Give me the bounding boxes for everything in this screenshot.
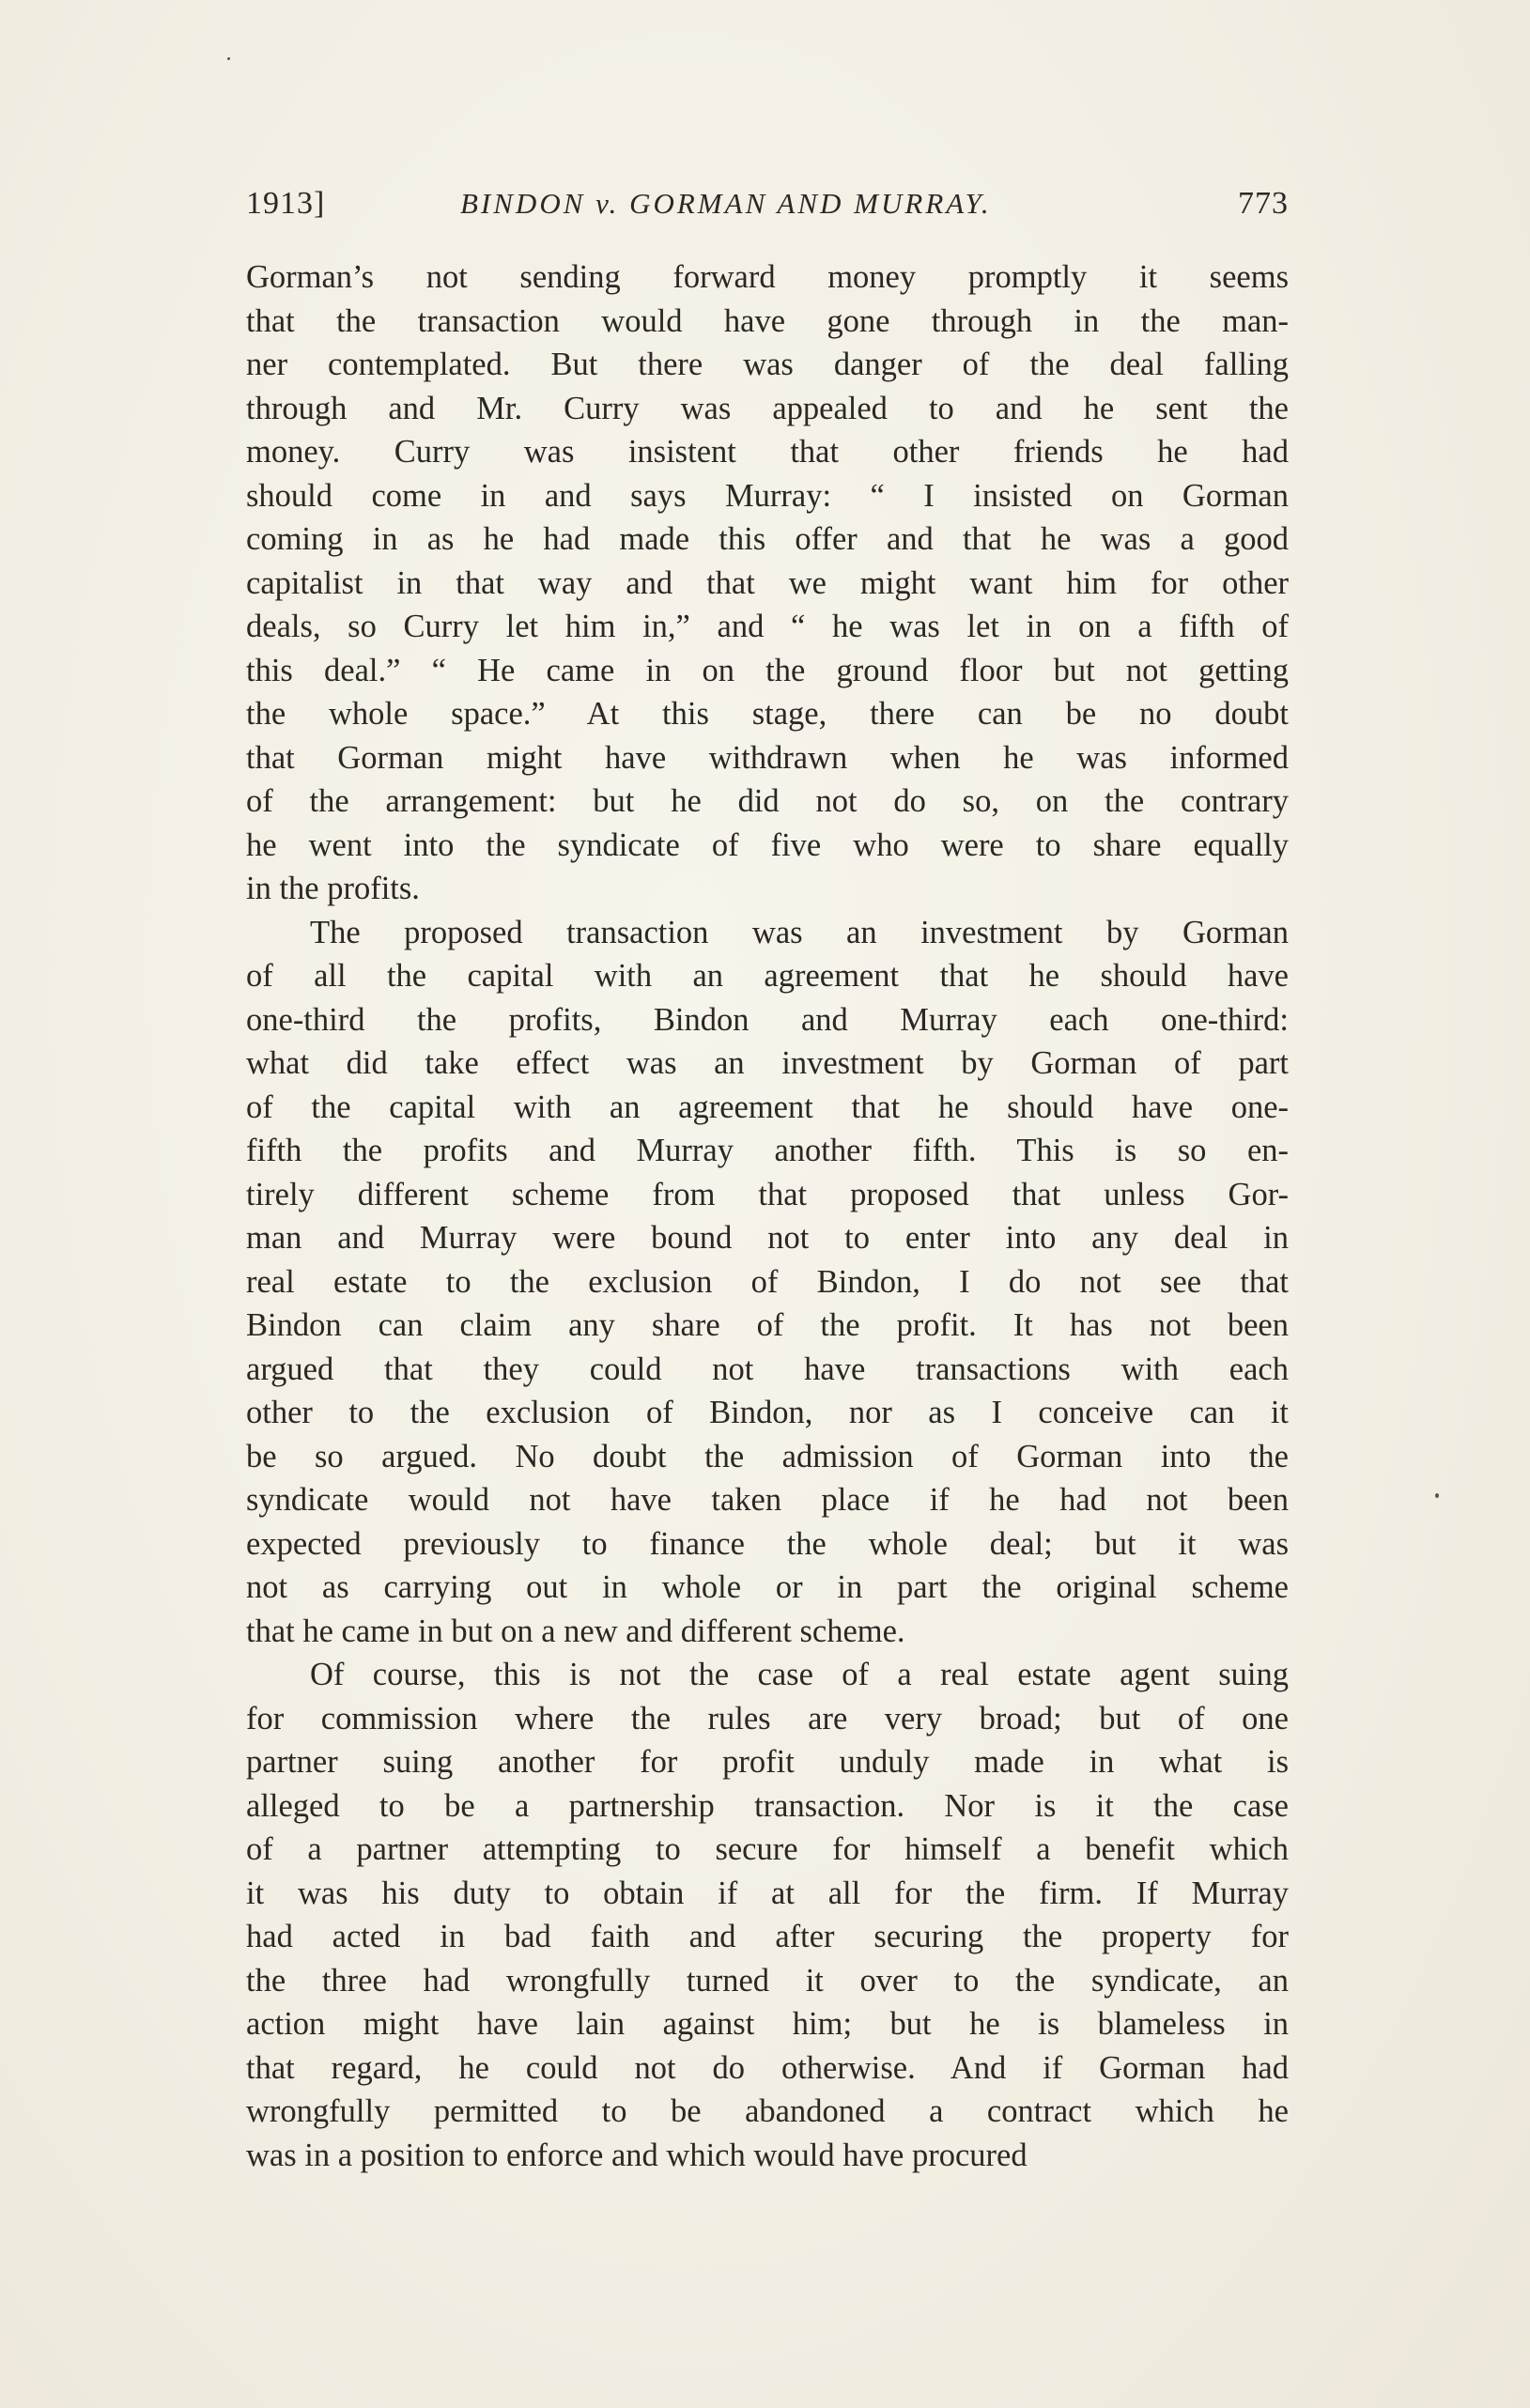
text-line: wrongfully permitted to be abandoned a contract which he: [246, 2093, 1289, 2129]
header-year: 1913]: [246, 186, 326, 221]
text-line: argued that they could not have transactions with each: [246, 1351, 1289, 1387]
paper-speck: [1435, 1493, 1439, 1498]
text-line: tirely different scheme from that proposed that unless Gor-: [246, 1176, 1289, 1212]
header-case-title: BINDON v. GORMAN AND MURRAY.: [460, 187, 992, 220]
text-line: action might have lain against him; but he is blameless in: [246, 2006, 1289, 2042]
text-line: had acted in bad faith and after securing the property for: [246, 1919, 1289, 1954]
text-line: the three had wrongfully turned it over to the syndicate, an: [246, 1962, 1289, 1999]
text-line: this deal.” “ He came in on the ground floor but not getting: [246, 652, 1289, 688]
text-line: Bindon can claim any share of the profit. It has not been: [246, 1307, 1289, 1343]
paragraph: [246, 911, 1289, 1654]
text-line: Gorman’s not sending forward money promptly it seems: [246, 259, 1289, 295]
text-line: one-third the profits, Bindon and Murray each one-third:: [246, 1001, 1289, 1038]
paragraph: [246, 255, 1289, 911]
text-line: in the profits.: [246, 871, 420, 906]
paper-speck: [227, 57, 230, 60]
text-line: money. Curry was insistent that other friends he had: [246, 434, 1289, 470]
text-line: partner suing another for profit unduly made in what is: [246, 1744, 1289, 1780]
text-line: alleged to be a partnership transaction. Nor is it the case: [246, 1787, 1289, 1824]
text-line: not as carrying out in whole or in part the original scheme: [246, 1569, 1289, 1605]
text-line: the whole space.” At this stage, there can be no doubt: [246, 696, 1289, 732]
text-line: through and Mr. Curry was appealed to and he sent the: [246, 390, 1289, 426]
text-line: be so argued. No doubt the admission of Gorman into the: [246, 1438, 1289, 1474]
paragraph: [246, 1653, 1289, 2177]
text-line: The proposed transaction was an investment by Gorman: [310, 914, 1289, 950]
text-line: of all the capital with an agreement that he should have: [246, 958, 1289, 994]
text-line: of the arrangement: but he did not do so, on the contrary: [246, 783, 1289, 819]
text-line: expected previously to finance the whole deal; but it was: [246, 1525, 1289, 1562]
text-line: syndicate would not have taken place if he had not been: [246, 1482, 1289, 1518]
running-head: [246, 180, 1289, 227]
text-line: fifth the profits and Murray another fifth. This is so en-: [246, 1133, 1289, 1168]
text-line: that regard, he could not do otherwise. And if Gorman had: [246, 2049, 1289, 2086]
text-line: capitalist in that way and that we might want him for other: [246, 564, 1289, 601]
text-line: that he came in but on a new and different scheme.: [246, 1613, 905, 1649]
text-line: other to the exclusion of Bindon, nor as I conceive can it: [246, 1395, 1289, 1430]
text-line: coming in as he had made this offer and that he was a good: [246, 521, 1289, 557]
text-line: Of course, this is not the case of a real estate agent suing: [310, 1657, 1289, 1692]
text-line: of a partner attempting to secure for himself a benefit which: [246, 1831, 1289, 1867]
text-line: he went into the syndicate of five who were to share equally: [246, 826, 1289, 863]
text-line: that the transaction would have gone through in the man-: [246, 302, 1289, 339]
text-line: ner contemplated. But there was danger of the deal falling: [246, 347, 1289, 382]
header-page-number: 773: [1238, 186, 1289, 221]
text-line: of the capital with an agreement that he should have one-: [246, 1088, 1289, 1125]
body-text: [246, 255, 1289, 2177]
text-line: it was his duty to obtain if at all for the firm. If Murray: [246, 1875, 1289, 1911]
text-line: man and Murray were bound not to enter into any deal in: [246, 1220, 1289, 1256]
text-line: was in a position to enforce and which would have procured: [246, 2137, 1028, 2173]
text-line: should come in and says Murray: “ I insisted on Gorman: [246, 477, 1289, 514]
text-line: real estate to the exclusion of Bindon, I do not see that: [246, 1263, 1289, 1300]
text-line: that Gorman might have withdrawn when he was informed: [246, 739, 1289, 776]
text-line: for commission where the rules are very broad; but of one: [246, 1700, 1289, 1737]
text-line: deals, so Curry let him in,” and “ he was let in on a fifth of: [246, 609, 1289, 644]
text-line: what did take effect was an investment by Gorman of part: [246, 1045, 1289, 1081]
